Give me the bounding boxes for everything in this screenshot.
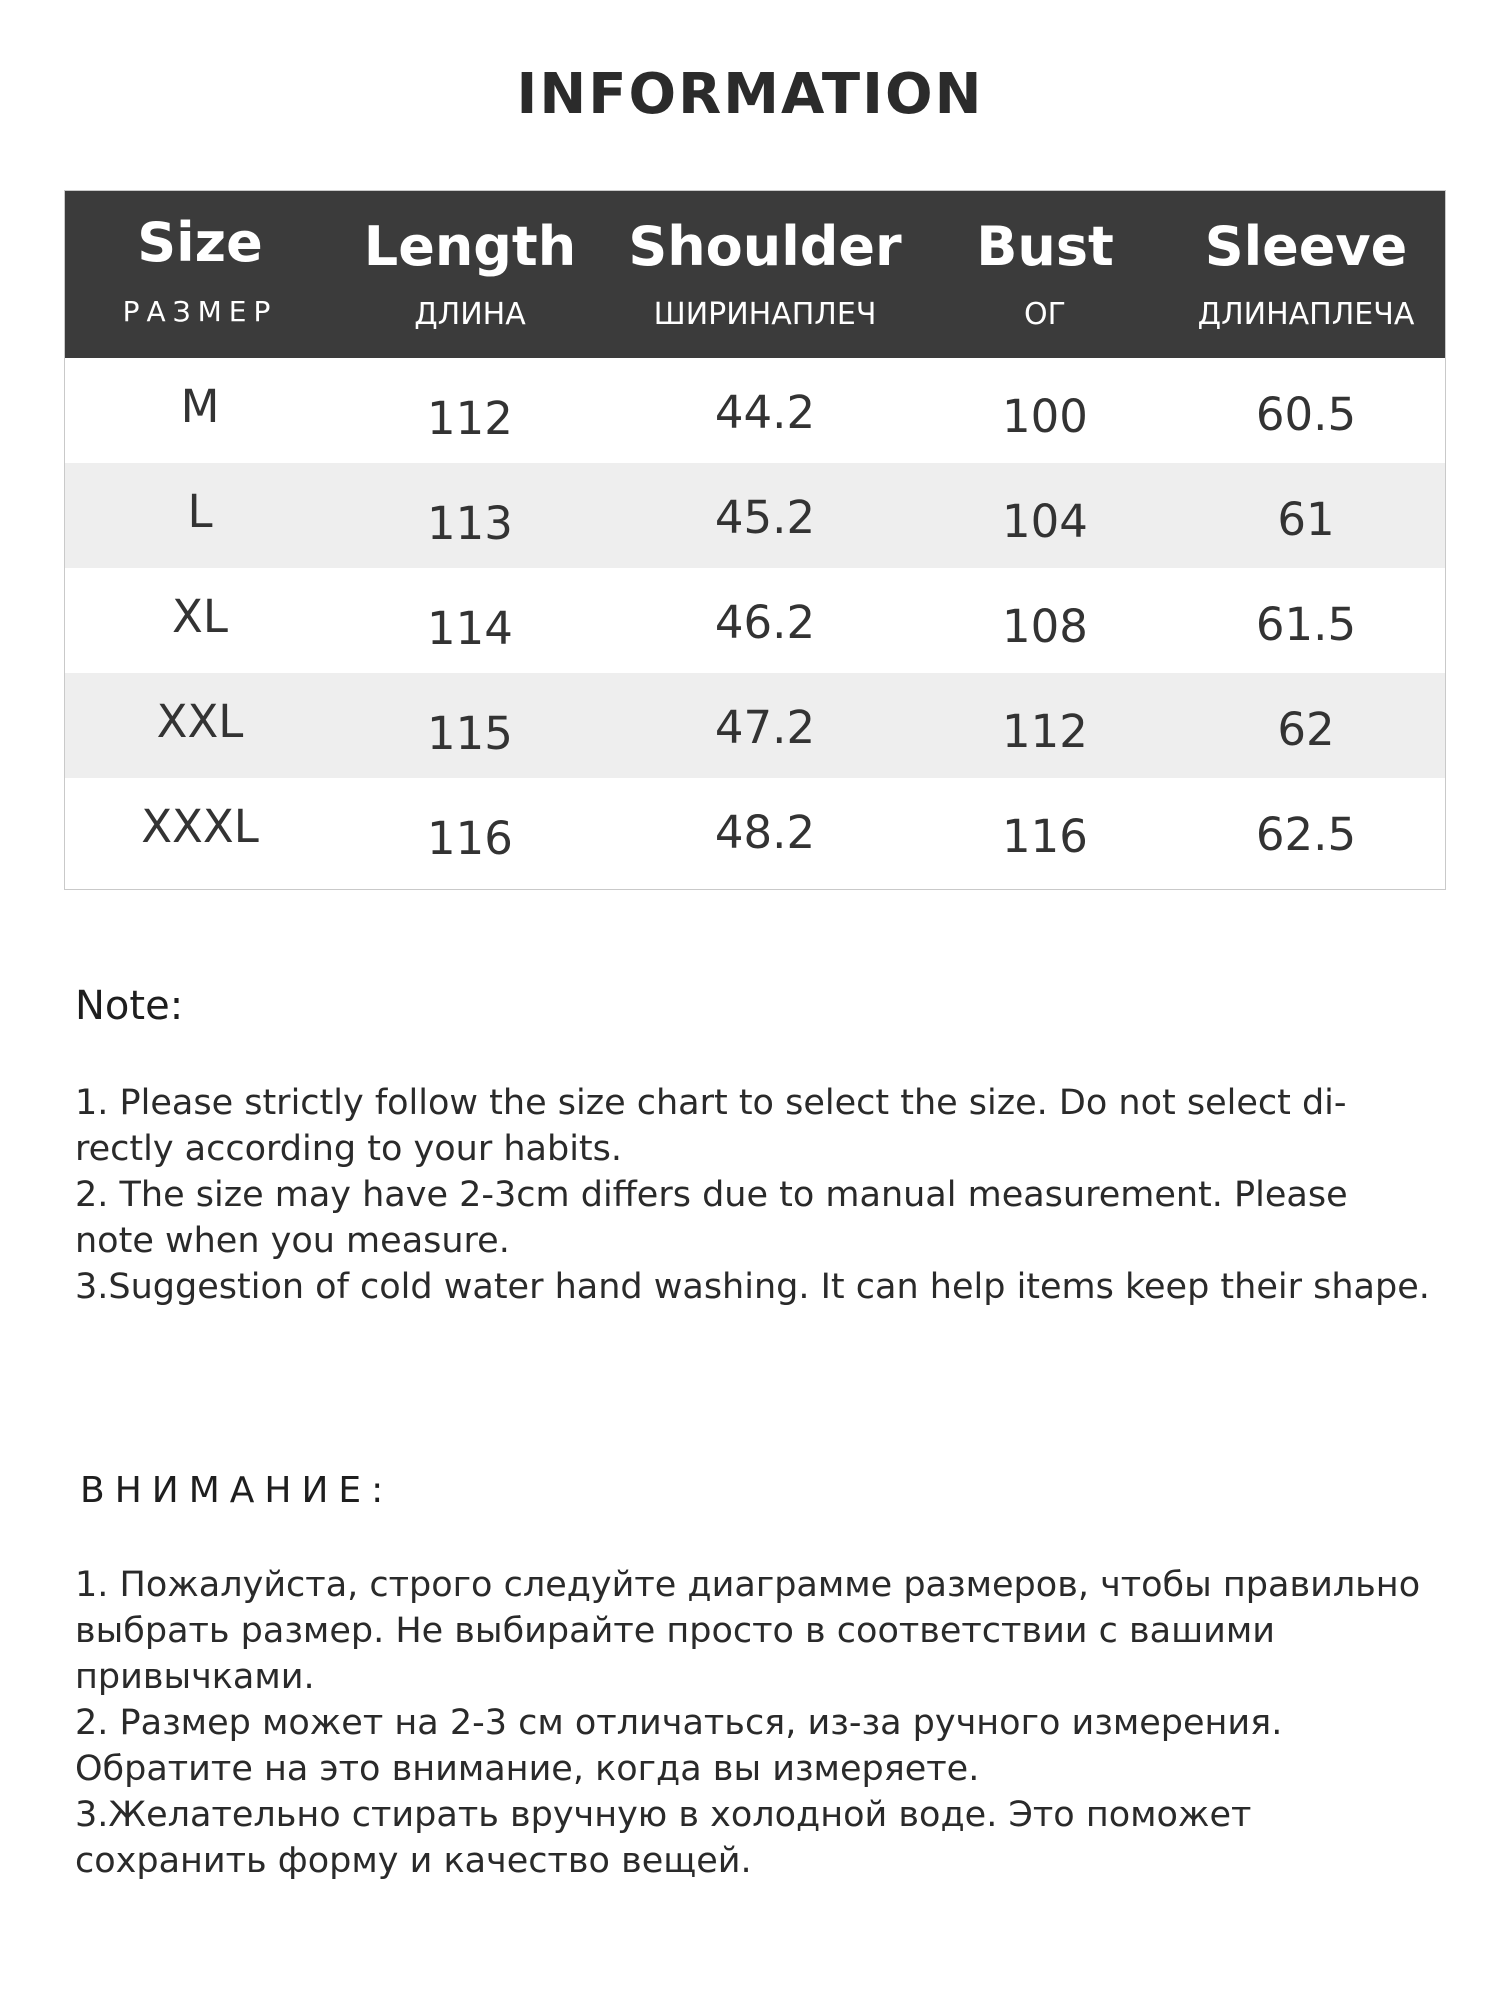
note-item-3: 3.Suggestion of cold water hand washing. It can help items keep their shape. xyxy=(75,1267,1430,1307)
cell-length: 113 xyxy=(427,497,513,550)
attention-title: ВНИМАНИЕ: xyxy=(80,1470,394,1511)
cell-sleeve: 62 xyxy=(1277,703,1335,756)
header-size-ru: РАЗМЕР xyxy=(122,295,278,328)
cell-shoulder: 44.2 xyxy=(714,386,816,439)
header-bust-en: Bust xyxy=(976,215,1114,278)
cell-size: XXXL xyxy=(141,800,259,853)
cell-sleeve: 60.5 xyxy=(1255,388,1357,441)
table-row xyxy=(65,778,1445,883)
header-shoulder xyxy=(605,191,925,358)
attention-item-2: 2. Размер может на 2-3 см отличаться, из-за ручного измерения. Обратите на это внимание, когда вы измеряете. xyxy=(75,1703,1283,1789)
header-length-en: Length xyxy=(363,215,577,278)
cell-shoulder: 47.2 xyxy=(714,701,816,754)
cell-size: XL xyxy=(172,590,228,643)
cell-bust: 112 xyxy=(1002,705,1088,758)
attention-item-1: 1. Пожалуйста, строго следуйте диаграмме размеров, чтобы правильно выбрать размер. Не выбирайте просто в соответствии с вашими привычками. xyxy=(75,1565,1421,1697)
cell-bust: 116 xyxy=(1002,810,1088,863)
table-row xyxy=(65,568,1445,673)
note-item-2: 2. The size may have 2-3cm differs due to manual measurement. Please note when you measure. xyxy=(75,1175,1348,1261)
header-sleeve-ru: ДЛИНАПЛЕЧА xyxy=(1197,297,1415,332)
cell-bust: 104 xyxy=(1002,495,1088,548)
cell-bust: 100 xyxy=(1002,390,1088,443)
page-title: INFORMATION xyxy=(516,62,984,127)
header-shoulder-ru: ШИРИНАПЛЕЧ xyxy=(653,297,877,332)
cell-size: XXL xyxy=(156,695,244,748)
header-size xyxy=(65,191,335,358)
header-bust xyxy=(925,191,1165,358)
cell-length: 114 xyxy=(427,602,513,655)
header-bust-ru: ОГ xyxy=(1024,297,1066,332)
cell-sleeve: 61.5 xyxy=(1255,598,1357,651)
cell-size: M xyxy=(180,380,220,433)
table-row xyxy=(65,358,1445,463)
cell-length: 116 xyxy=(427,812,513,865)
cell-size: L xyxy=(187,485,213,538)
header-size-en: Size xyxy=(137,211,263,274)
cell-length: 112 xyxy=(427,392,513,445)
header-length-ru: ДЛИНА xyxy=(414,297,526,332)
note-item-1: 1. Please strictly follow the size chart to select the size. Do not select di-rectly according to your habits. xyxy=(75,1083,1347,1169)
attention-item-3: 3.Желательно стирать вручную в холодной воде. Это поможет сохранить форму и качество вещей. xyxy=(75,1795,1252,1881)
table-row xyxy=(65,673,1445,778)
cell-shoulder: 46.2 xyxy=(714,596,816,649)
table-row xyxy=(65,463,1445,568)
cell-length: 115 xyxy=(427,707,513,760)
header-shoulder-en: Shoulder xyxy=(628,215,902,278)
size-chart-table xyxy=(64,190,1446,890)
cell-bust: 108 xyxy=(1002,600,1088,653)
header-sleeve xyxy=(1165,191,1447,358)
cell-sleeve: 62.5 xyxy=(1255,808,1357,861)
cell-shoulder: 45.2 xyxy=(714,491,816,544)
cell-shoulder: 48.2 xyxy=(714,806,816,859)
header-length xyxy=(335,191,605,358)
table-header xyxy=(65,191,1445,358)
note-title: Note: xyxy=(75,983,184,1029)
header-sleeve-en: Sleeve xyxy=(1204,215,1408,278)
cell-sleeve: 61 xyxy=(1277,493,1335,546)
